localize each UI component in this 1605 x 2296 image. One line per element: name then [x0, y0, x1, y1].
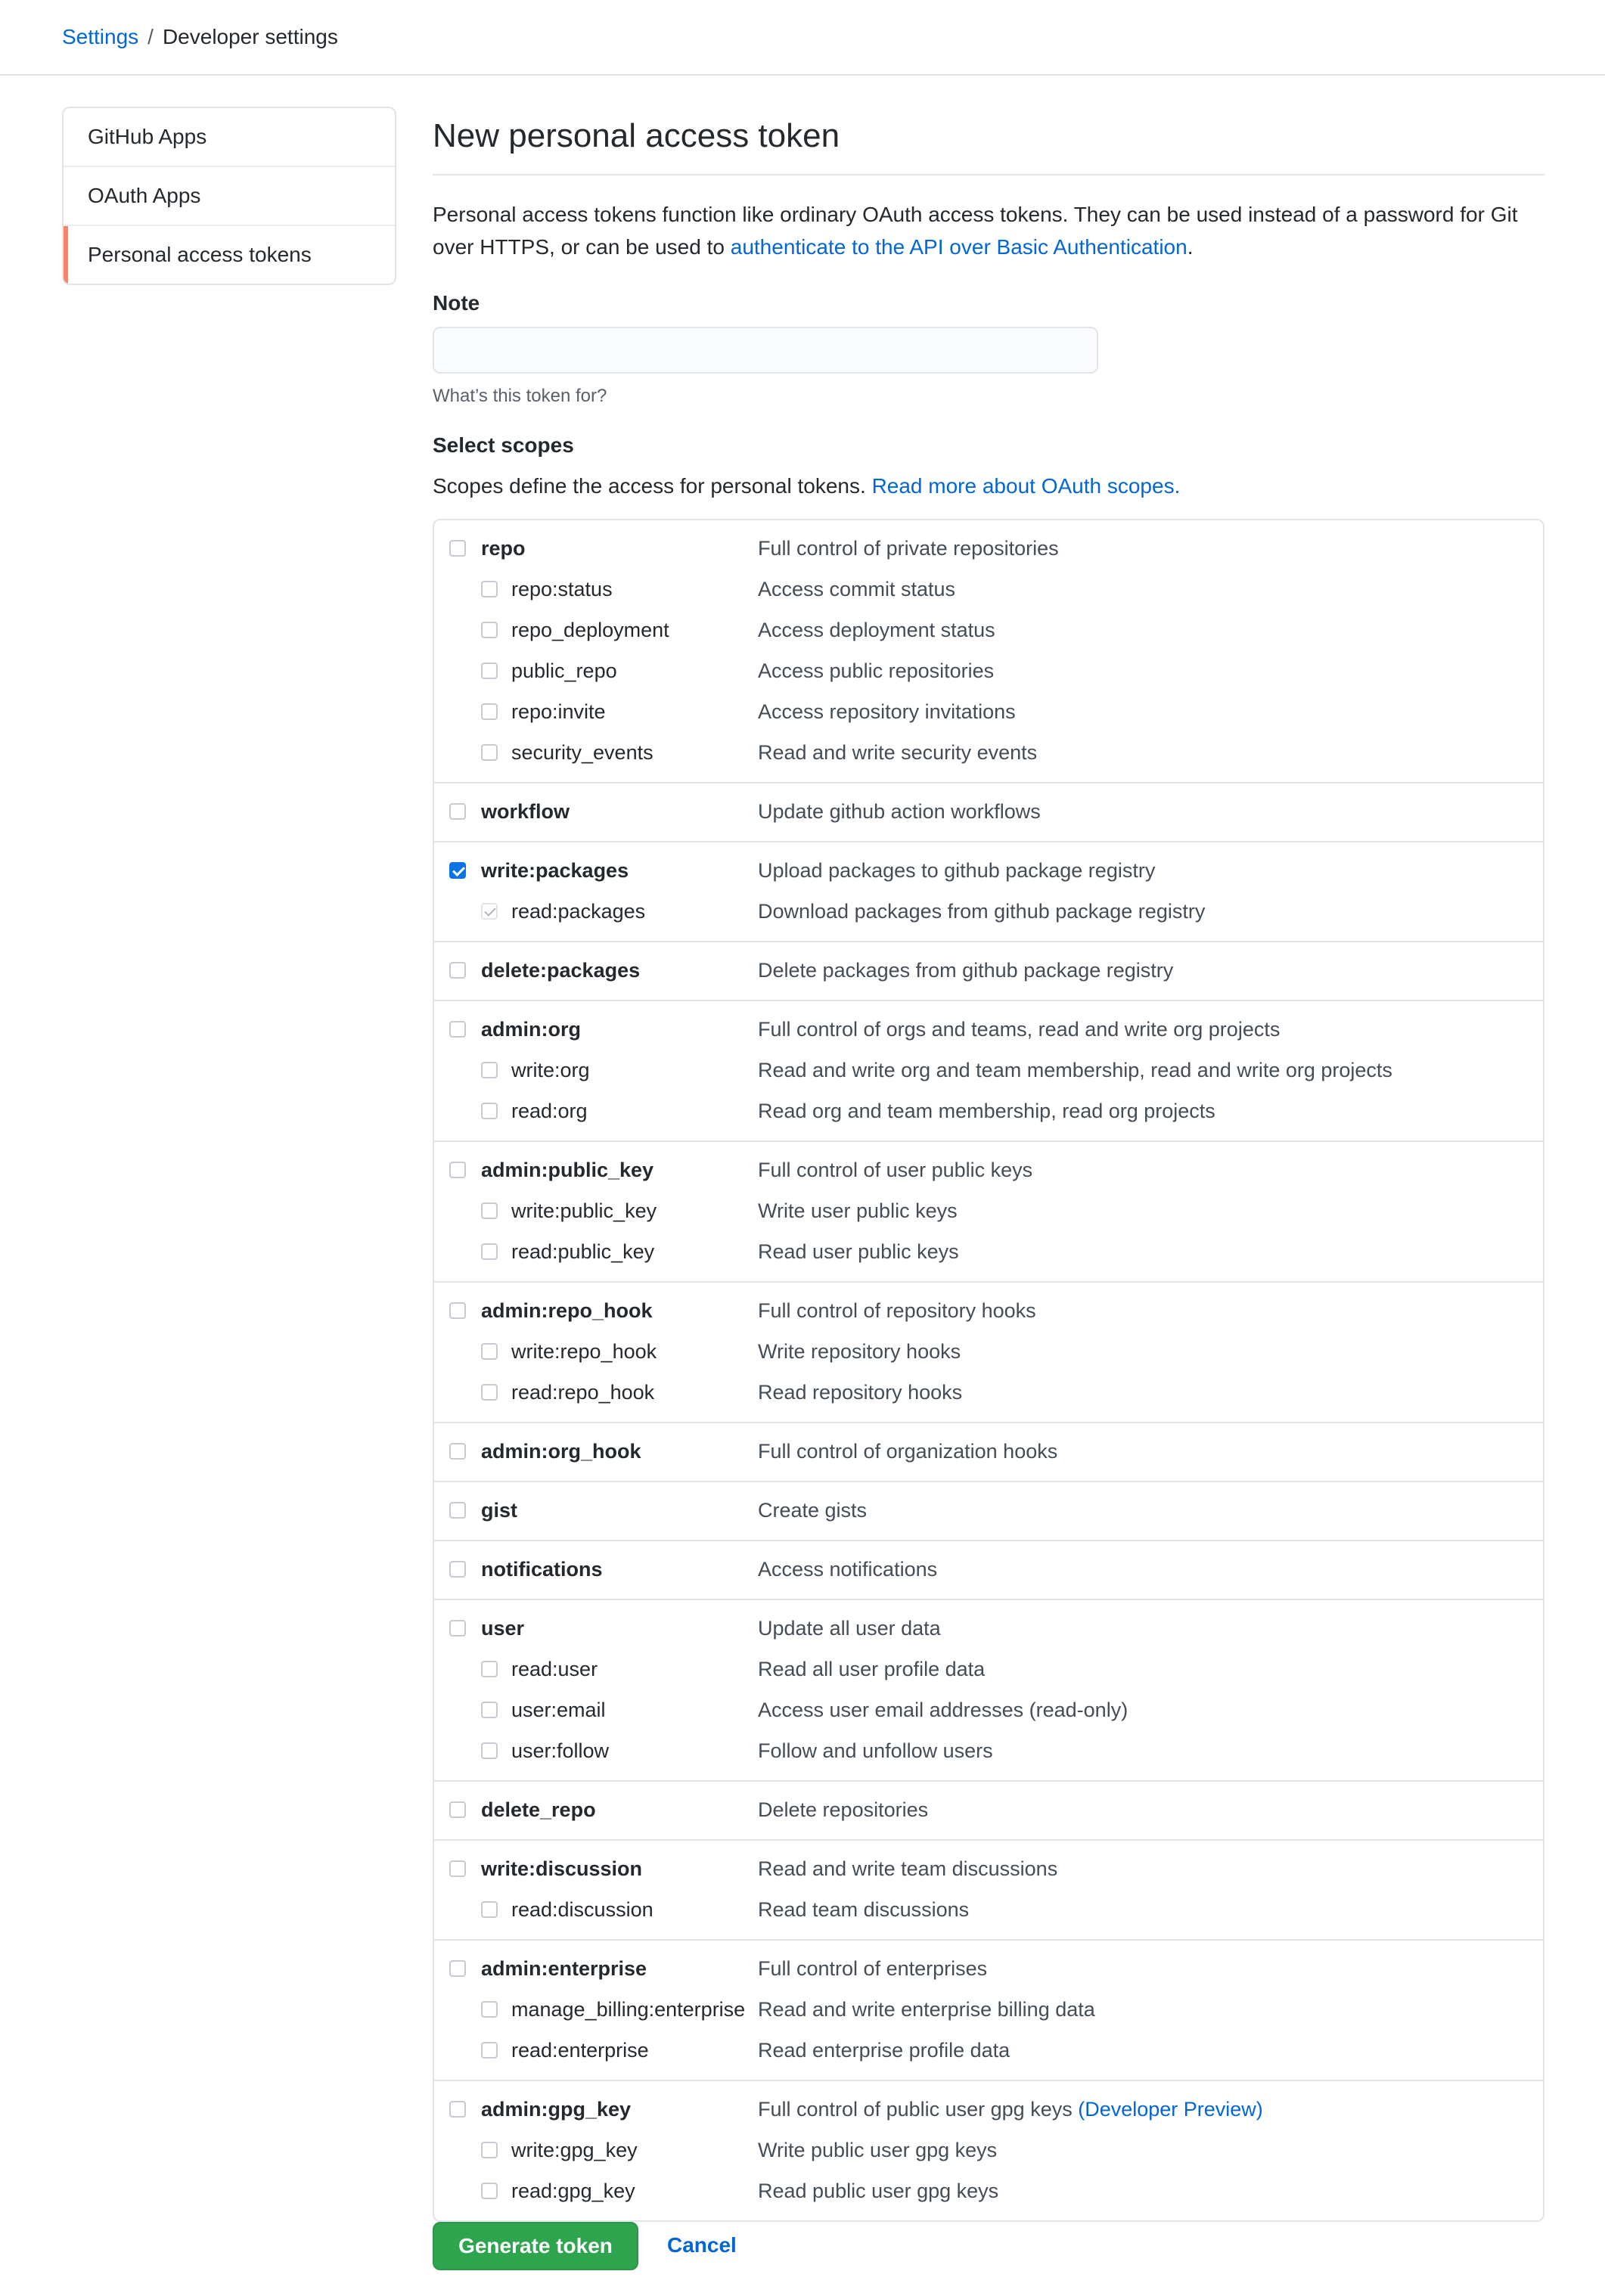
- scope-row-admin-public-key: [434, 1150, 1543, 1191]
- scope-row-read-enterprise: [434, 2031, 1543, 2071]
- scope-description-text: Read and write org and team membership, read and write org projects: [758, 1059, 1392, 1081]
- scope-description: [758, 737, 1037, 768]
- scope-description-text: Create gists: [758, 1499, 868, 1522]
- scope-row-security-events: [434, 733, 1543, 774]
- scope-description-text: Write user public keys: [758, 1199, 958, 1222]
- scope-row-admin-org-hook: [434, 1432, 1543, 1472]
- scope-row-manage-billing-enterprise: [434, 1990, 1543, 2031]
- scope-checkbox-repo-deployment[interactable]: [481, 622, 498, 638]
- scope-checkbox-write-org[interactable]: [481, 1062, 498, 1078]
- scopes-list: [433, 519, 1544, 2222]
- scope-row-write-repo-hook: [434, 1332, 1543, 1373]
- scope-row-notifications: [434, 1550, 1543, 1590]
- scope-group-write-packages: [434, 842, 1543, 942]
- scope-name: read:org: [511, 1100, 588, 1122]
- scope-checkbox-user-follow[interactable]: [481, 1742, 498, 1759]
- scope-row-public-repo: [434, 651, 1543, 692]
- scope-group-workflow: [434, 783, 1543, 842]
- scope-checkbox-admin-repo-hook[interactable]: [449, 1302, 466, 1319]
- scope-description: [758, 1854, 1057, 1885]
- scope-description-text: Read and write team discussions: [758, 1857, 1058, 1880]
- scope-group-write-discussion: [434, 1841, 1543, 1941]
- scope-checkbox-read-org[interactable]: [481, 1103, 498, 1119]
- scope-row-repo: [434, 529, 1543, 569]
- scope-description: [758, 1695, 1128, 1726]
- scope-description-text: Access repository invitations: [758, 700, 1016, 723]
- scope-description-text: Write public user gpg keys: [758, 2139, 998, 2161]
- scope-checkbox-repo-status[interactable]: [481, 581, 498, 597]
- breadcrumb-settings-link[interactable]: Settings: [62, 25, 139, 48]
- scope-row-user: [434, 1609, 1543, 1649]
- scope-description-text: Access commit status: [758, 578, 956, 600]
- scope-row-workflow: [434, 792, 1543, 833]
- scope-checkbox-admin-gpg-key[interactable]: [449, 2101, 466, 2118]
- scope-description: [758, 2176, 998, 2207]
- scope-name: admin:repo_hook: [481, 1299, 653, 1322]
- scope-description: [758, 1554, 937, 1585]
- scope-checkbox-read-repo-hook[interactable]: [481, 1384, 498, 1401]
- scope-group-delete-repo: [434, 1782, 1543, 1841]
- scope-description-text: Full control of user public keys: [758, 1159, 1033, 1181]
- scope-description-text: Full control of enterprises: [758, 1957, 988, 1980]
- breadcrumb-separator: /: [147, 25, 154, 48]
- scope-row-repo-status: [434, 569, 1543, 610]
- note-label: Note: [433, 291, 480, 315]
- scope-description: [758, 896, 1205, 927]
- scope-description: [758, 1096, 1215, 1127]
- scope-description: [758, 1196, 958, 1227]
- scope-description: [758, 615, 995, 646]
- sidebar-nav: [62, 107, 396, 285]
- scope-checkbox-delete-repo[interactable]: [449, 1801, 466, 1818]
- sidebar-item-oauth-apps[interactable]: OAuth Apps: [64, 167, 395, 226]
- scope-checkbox-public-repo[interactable]: [481, 662, 498, 679]
- scope-description: [758, 1613, 941, 1644]
- scope-name: delete:packages: [481, 959, 641, 982]
- scope-description-text: Read team discussions: [758, 1898, 970, 1921]
- scope-description: [758, 1436, 1057, 1467]
- cancel-link[interactable]: Cancel: [667, 2233, 737, 2257]
- scope-checkbox-admin-public-key[interactable]: [449, 1162, 466, 1178]
- scope-description-text: Delete packages from github package registry: [758, 959, 1174, 982]
- scope-description: [758, 2094, 1263, 2125]
- scope-row-read-user: [434, 1649, 1543, 1690]
- scope-description: [758, 1795, 928, 1826]
- scope-checkbox-repo[interactable]: [449, 540, 466, 557]
- scope-checkbox-manage-billing-enterprise[interactable]: [481, 2001, 498, 2018]
- scope-description-text: Read org and team membership, read org projects: [758, 1100, 1215, 1122]
- scope-description: [758, 574, 955, 605]
- sidebar-item-personal-access-tokens[interactable]: Personal access tokens: [64, 226, 395, 284]
- scope-description-text: Download packages from github package registry: [758, 900, 1206, 923]
- scope-row-read-packages: [434, 892, 1543, 932]
- scope-description: [758, 1894, 969, 1925]
- scope-name: delete_repo: [481, 1798, 596, 1821]
- scope-description: [758, 1055, 1392, 1086]
- scope-name: user: [481, 1617, 525, 1640]
- scope-row-admin-enterprise: [434, 1949, 1543, 1990]
- note-hint: What’s this token for?: [433, 386, 607, 406]
- scope-description: [758, 1014, 1280, 1045]
- scope-row-admin-gpg-key: [434, 2090, 1543, 2130]
- scope-name: read:repo_hook: [511, 1381, 655, 1404]
- scope-description-text: Read enterprise profile data: [758, 2039, 1010, 2062]
- select-scopes-label: Select scopes: [433, 433, 574, 457]
- scope-description: [758, 855, 1155, 886]
- scope-description-text: Read repository hooks: [758, 1381, 963, 1404]
- scope-description-text: Upload packages to github package registry: [758, 859, 1156, 882]
- scope-description: [758, 656, 994, 687]
- scope-row-delete-packages: [434, 951, 1543, 991]
- scope-checkbox-write-discussion[interactable]: [449, 1860, 466, 1877]
- scope-row-read-gpg-key: [434, 2171, 1543, 2212]
- scope-group-repo: [434, 520, 1543, 783]
- scope-group-user: [434, 1600, 1543, 1782]
- scope-description: [758, 1236, 959, 1267]
- scope-name: security_events: [511, 741, 653, 764]
- scope-checkbox-security-events[interactable]: [481, 744, 498, 761]
- scope-name: read:discussion: [511, 1898, 653, 1921]
- scope-name: admin:gpg_key: [481, 2098, 632, 2121]
- scope-group-admin-org: [434, 1001, 1543, 1142]
- scope-description-text: Read public user gpg keys: [758, 2180, 999, 2202]
- scope-description: [758, 1495, 867, 1526]
- scope-name: admin:org_hook: [481, 1440, 641, 1463]
- scope-row-write-gpg-key: [434, 2130, 1543, 2171]
- intro-end: .: [1187, 235, 1194, 259]
- scope-description: [758, 2135, 997, 2166]
- scope-checkbox-write-public-key[interactable]: [481, 1202, 498, 1219]
- generate-token-button[interactable]: Generate token: [433, 2222, 638, 2270]
- scope-name: admin:enterprise: [481, 1957, 647, 1980]
- scope-group-notifications: [434, 1541, 1543, 1600]
- scope-row-admin-org: [434, 1010, 1543, 1050]
- main-content: [433, 106, 1544, 2257]
- scope-group-admin-gpg-key: [434, 2081, 1543, 2220]
- scope-description-text: Access deployment status: [758, 619, 995, 641]
- scope-checkbox-user[interactable]: [449, 1620, 466, 1637]
- scope-description: [758, 1295, 1036, 1326]
- scope-checkbox-read-public-key[interactable]: [481, 1243, 498, 1260]
- scope-name: admin:public_key: [481, 1159, 654, 1181]
- scope-description: [758, 1994, 1095, 2025]
- scope-row-repo-invite: [434, 692, 1543, 733]
- scope-name: write:packages: [481, 859, 629, 882]
- scope-description-text: Delete repositories: [758, 1798, 929, 1821]
- basic-auth-link[interactable]: authenticate to the API over Basic Authentication: [730, 235, 1187, 259]
- scope-group-gist: [434, 1482, 1543, 1541]
- scope-row-admin-repo-hook: [434, 1291, 1543, 1332]
- scope-description-text: Full control of orgs and teams, read and write org projects: [758, 1018, 1281, 1041]
- intro-body: Personal access tokens function like ordinary OAuth access tokens. They can be used instead of a password for Git over HTTPS, or can be used to: [433, 203, 1518, 259]
- scope-checkbox-write-gpg-key[interactable]: [481, 2142, 498, 2158]
- scopes-description: [433, 470, 1180, 502]
- scope-name: workflow: [481, 800, 570, 823]
- scope-checkbox-write-repo-hook[interactable]: [481, 1343, 498, 1360]
- scope-checkbox-workflow[interactable]: [449, 803, 466, 820]
- scope-row-user-follow: [434, 1731, 1543, 1772]
- scope-description-text: Full control of organization hooks: [758, 1440, 1058, 1463]
- scope-description-text: Access public repositories: [758, 659, 995, 682]
- scope-group-admin-org-hook: [434, 1423, 1543, 1482]
- scope-row-write-discussion: [434, 1849, 1543, 1890]
- scope-description-text: Access notifications: [758, 1558, 938, 1581]
- scope-description-text: Update github action workflows: [758, 800, 1041, 823]
- scope-name: notifications: [481, 1558, 603, 1581]
- scope-description-text: Full control of private repositories: [758, 537, 1059, 560]
- scope-row-read-org: [434, 1091, 1543, 1132]
- scope-checkbox-admin-org[interactable]: [449, 1021, 466, 1038]
- scope-checkbox-admin-org-hook[interactable]: [449, 1443, 466, 1460]
- scope-checkbox-notifications[interactable]: [449, 1561, 466, 1578]
- intro-text: [433, 198, 1544, 263]
- scope-name: read:packages: [511, 900, 646, 923]
- scope-checkbox-repo-invite[interactable]: [481, 703, 498, 720]
- scope-name: read:public_key: [511, 1240, 655, 1263]
- scope-description-text: Follow and unfollow users: [758, 1739, 993, 1762]
- scope-checkbox-admin-enterprise[interactable]: [449, 1960, 466, 1977]
- scope-name: manage_billing:enterprise: [511, 1998, 746, 2021]
- scope-group-admin-repo-hook: [434, 1283, 1543, 1423]
- scope-name: repo_deployment: [511, 619, 669, 641]
- scope-description-text: Read and write security events: [758, 741, 1038, 764]
- scope-row-read-repo-hook: [434, 1373, 1543, 1413]
- scope-name: write:gpg_key: [511, 2139, 638, 2161]
- scope-row-delete-repo: [434, 1790, 1543, 1831]
- page-title: New personal access token: [433, 106, 1544, 175]
- oauth-scopes-link[interactable]: Read more about OAuth scopes.: [871, 474, 1181, 498]
- scope-checkbox-read-packages[interactable]: [481, 903, 498, 920]
- scope-checkbox-read-enterprise[interactable]: [481, 2042, 498, 2059]
- scope-description: [758, 1155, 1032, 1186]
- scope-name: read:enterprise: [511, 2039, 649, 2062]
- scope-row-write-packages: [434, 851, 1543, 892]
- scope-name: write:public_key: [511, 1199, 657, 1222]
- scope-name: write:org: [511, 1059, 590, 1081]
- scope-name: gist: [481, 1499, 518, 1522]
- breadcrumb-current: Developer settings: [162, 25, 338, 48]
- note-input[interactable]: [433, 327, 1098, 374]
- scope-description: [758, 1953, 987, 1984]
- scope-group-admin-enterprise: [434, 1941, 1543, 2081]
- scope-description: [758, 955, 1173, 986]
- scope-description: [758, 697, 1016, 728]
- scope-name: repo:status: [511, 578, 613, 600]
- breadcrumb: [62, 21, 338, 53]
- scope-description: [758, 1377, 962, 1408]
- scope-name: repo:invite: [511, 700, 606, 723]
- sidebar-item-github-apps[interactable]: GitHub Apps: [64, 108, 395, 167]
- scope-name: public_repo: [511, 659, 617, 682]
- scope-name: user:email: [511, 1699, 606, 1721]
- scope-row-read-public-key: [434, 1232, 1543, 1273]
- scope-row-repo-deployment: [434, 610, 1543, 651]
- scope-row-write-public-key: [434, 1191, 1543, 1232]
- scope-checkbox-read-user[interactable]: [481, 1661, 498, 1677]
- scope-description-text: Full control of repository hooks: [758, 1299, 1036, 1322]
- scope-checkbox-write-packages[interactable]: [449, 862, 466, 879]
- scope-description-text: Read and write enterprise billing data: [758, 1998, 1095, 2021]
- scope-description-text: Write repository hooks: [758, 1340, 961, 1363]
- scope-name: write:repo_hook: [511, 1340, 657, 1363]
- scope-name: write:discussion: [481, 1857, 643, 1880]
- scope-checkbox-gist[interactable]: [449, 1502, 466, 1519]
- scope-name: user:follow: [511, 1739, 610, 1762]
- scope-name: read:user: [511, 1658, 598, 1680]
- scope-checkbox-read-discussion[interactable]: [481, 1901, 498, 1918]
- scope-description: [758, 796, 1041, 827]
- scope-checkbox-delete-packages[interactable]: [449, 962, 466, 979]
- scope-checkbox-user-email[interactable]: [481, 1702, 498, 1718]
- developer-preview-link[interactable]: (Developer Preview): [1078, 2098, 1263, 2121]
- scope-description: [758, 533, 1059, 564]
- scope-description-text: Access user email addresses (read-only): [758, 1699, 1128, 1721]
- scope-row-user-email: [434, 1690, 1543, 1731]
- scope-row-write-org: [434, 1050, 1543, 1091]
- scope-name: repo: [481, 537, 526, 560]
- scope-description: [758, 2035, 1010, 2066]
- scope-description-text: Read all user profile data: [758, 1658, 986, 1680]
- scope-checkbox-read-gpg-key[interactable]: [481, 2183, 498, 2199]
- scope-row-gist: [434, 1491, 1543, 1531]
- scope-description-text: Update all user data: [758, 1617, 941, 1640]
- scope-group-delete-packages: [434, 942, 1543, 1001]
- scope-name: admin:org: [481, 1018, 581, 1041]
- scope-description: [758, 1336, 961, 1367]
- scope-row-read-discussion: [434, 1890, 1543, 1931]
- scope-group-admin-public-key: [434, 1142, 1543, 1283]
- scopes-desc-text: Scopes define the access for personal tokens.: [433, 474, 872, 498]
- scope-description-text: Full control of public user gpg keys: [758, 2098, 1079, 2121]
- scope-description: [758, 1654, 985, 1685]
- scope-description: [758, 1736, 993, 1767]
- scope-description-text: Read user public keys: [758, 1240, 959, 1263]
- top-bar: [0, 0, 1605, 76]
- scope-name: read:gpg_key: [511, 2180, 635, 2202]
